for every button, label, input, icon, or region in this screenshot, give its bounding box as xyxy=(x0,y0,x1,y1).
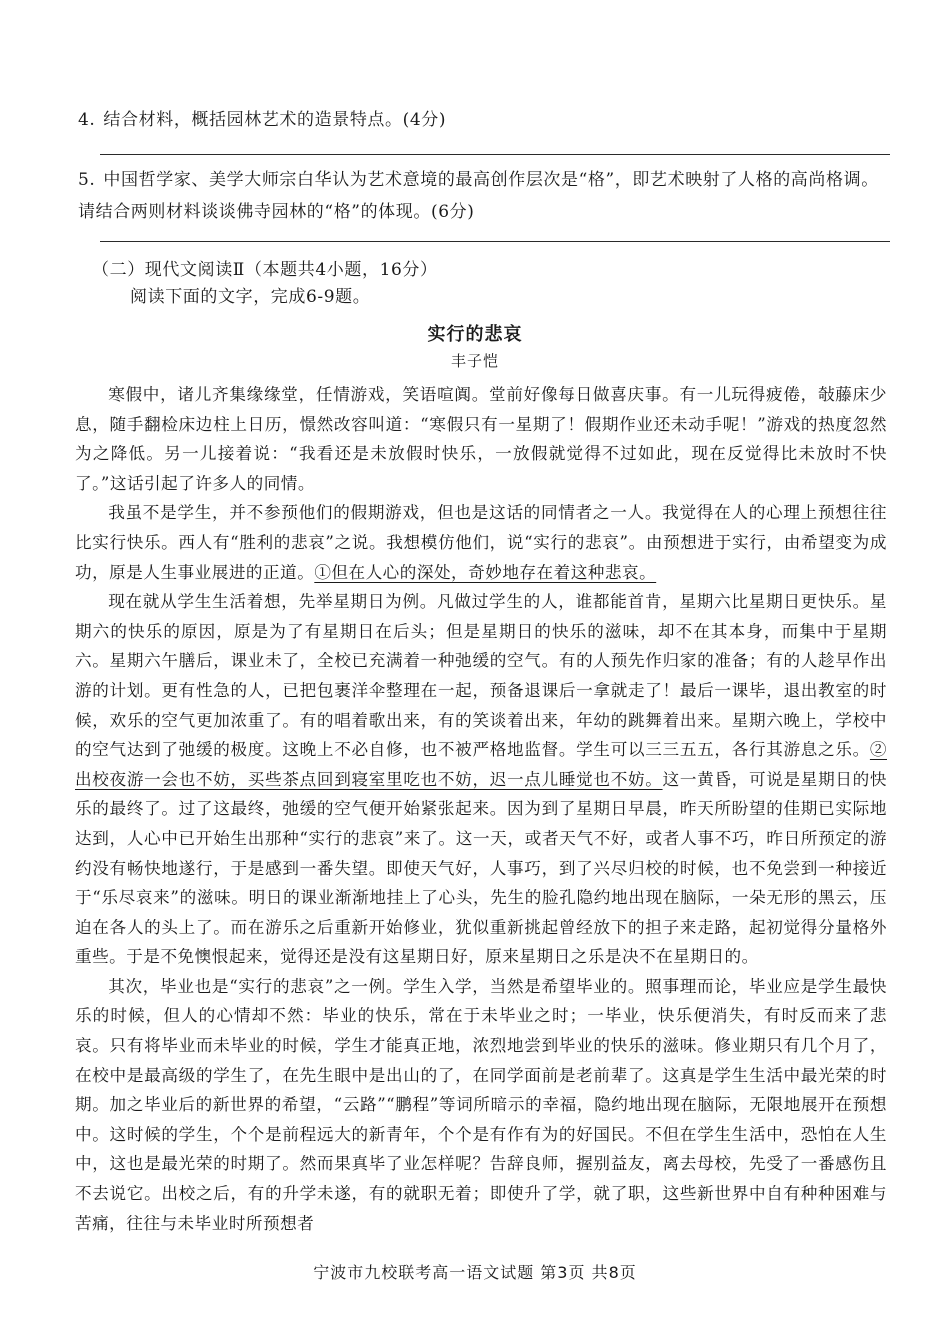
paragraph-1: 寒假中，诸儿齐集缘缘堂，任情游戏，笑语喧阗。堂前好像每日做喜庆事。有一儿玩得疲倦，敧藤床少息，随手翻检床边柱上日历，憬然改容叫道：“寒假只有一星期了！假期作业还未动手呢！”游戏的热度忽然为之降低。另一儿接着说：“我看还是未放假时快乐，一放假就觉得不过如此，现在反觉得比未放时不快了。”这话引起了许多人的同情。 xyxy=(75,385,887,493)
section-heading: （二）现代文阅读Ⅱ（本题共4小题，16分） xyxy=(92,260,438,280)
paragraph-3-text-b: 这一黄昏，可说是星期日的快乐的最终了。过了这最终，弛缓的空气便开始紧张起来。因为到了星期日早晨，昨天所盼望的佳期已实际地达到，人心中已开始生出那种“实行的悲哀”来了。这一天，或者天气不好，或者人事不巧，昨日所预定的游约没有畅快地遂行，于是感到一番失望。即使天气好，人事巧，到了兴尽归校的时候，也不免尝到一种接近于“乐尽哀来”的滋味。明日的课业渐渐地挂上了心头，先生的脸孔隐约地出现在脑际，一朵无形的黑云，压迫在各人的头上了。而在游乐之后重新开始修业，犹似重新挑起曾经放下的担子来走路，起初觉得分量格外重些。于是不免懊恨起来，觉得还是没有这星期日好，原来星期日之乐是决不在星期日的。 xyxy=(75,769,888,967)
answer-line-q5 xyxy=(100,241,890,242)
question-4 xyxy=(78,104,888,136)
question-5-number: 5. xyxy=(78,170,96,190)
page-footer: 宁波市九校联考高一语文试题 第3页 共8页 xyxy=(313,1263,637,1282)
section-instruction: 阅读下面的文字，完成6-9题。 xyxy=(130,287,371,307)
paragraph-2 xyxy=(75,498,887,587)
article-body xyxy=(75,380,887,1238)
underlined-sentence-2: ②出校夜游一会也不妨，买些茶点回到寝室里吃也不妨，迟一点儿睡觉也不妨。 xyxy=(75,740,887,789)
question-4-text: 结合材料，概括园林艺术的造景特点。(4分) xyxy=(103,110,447,130)
question-5 xyxy=(78,164,888,228)
article-author: 丰子恺 xyxy=(450,352,499,370)
paragraph-3-text-a: 现在就从学生生活着想，先举星期日为例。凡做过学生的人，谁都能首肯，星期六比星期日更快乐。星期六的快乐的原因，原是为了有星期日在后头；但是星期日的快乐的滋味，却不在其本身，而集中于星期六。星期六午膳后，课业未了，全校已充满着一种弛缓的空气。有的人预先作归家的准备；有的人趁早作出游的计划。更有性急的人，已把包裹洋伞整理在一起，预备退课后一拿就走了！最后一课毕，退出教室的时候，欢乐的空气更加浓重了。有的唱着歌出来，有的笑谈着出来，年幼的跳舞着出来。星期六晚上，学校中的空气达到了弛缓的极度。这晚上不必自修，也不被严格地监督。学生可以三三五五，各行其游息之乐。 xyxy=(75,592,887,760)
article-title: 实行的悲哀 xyxy=(427,324,523,345)
paragraph-4: 其次，毕业也是“实行的悲哀”之一例。学生入学，当然是希望毕业的。照事理而论，毕业应是学生最快乐的时候，但人的心情却不然：毕业的快乐，常在于未毕业之时；一毕业，快乐便消失，有时反而来了悲哀。只有将毕业而未毕业的时候，学生才能真正地，浓烈地尝到毕业的快乐的滋味。修业期只有几个月了，在校中是最高级的学生了，在先生眼中是出山的了，在同学面前是老前辈了。这真是学生生活中最光荣的时期。加之毕业后的新世界的希望，“云路”“鹏程”等词所暗示的幸福，隐约地出现在脑际，无限地展开在预想中。这时候的学生，个个是前程远大的新青年，个个是有作有为的好国民。不但在学生生活中，恐怕在人生中，这也是最光荣的时期了。然而果真毕了业怎样呢？告辞良师，握别益友，离去母校，先受了一番感伤且不去说它。出校之后，有的升学未遂，有的就职无着；即使升了学，就了职，这些新世界中自有种种困难与苦痛，往往与未毕业时所预想者 xyxy=(75,976,887,1233)
answer-line-q4 xyxy=(100,154,890,155)
underlined-sentence-1: ①但在人心的深处，奇妙地存在着这种悲哀。 xyxy=(314,562,657,582)
question-4-number: 4. xyxy=(78,110,96,130)
question-5-text: 中国哲学家、美学大师宗白华认为艺术意境的最高创作层次是“格”，即艺术映射了人格的高尚格调。请结合两则材料谈谈佛寺园林的“格”的体现。(6分) xyxy=(78,170,879,222)
paragraph-3 xyxy=(75,587,887,972)
paragraph-2-text: 我虽不是学生，并不参预他们的假期游戏，但也是这话的同情者之一人。我觉得在人的心理上预想往往比实行快乐。西人有“胜利的悲哀”之说。我想模仿他们，说“实行的悲哀”。由预想进于实行，由希望变为成功，原是人生事业展进的正道。 xyxy=(75,503,887,582)
